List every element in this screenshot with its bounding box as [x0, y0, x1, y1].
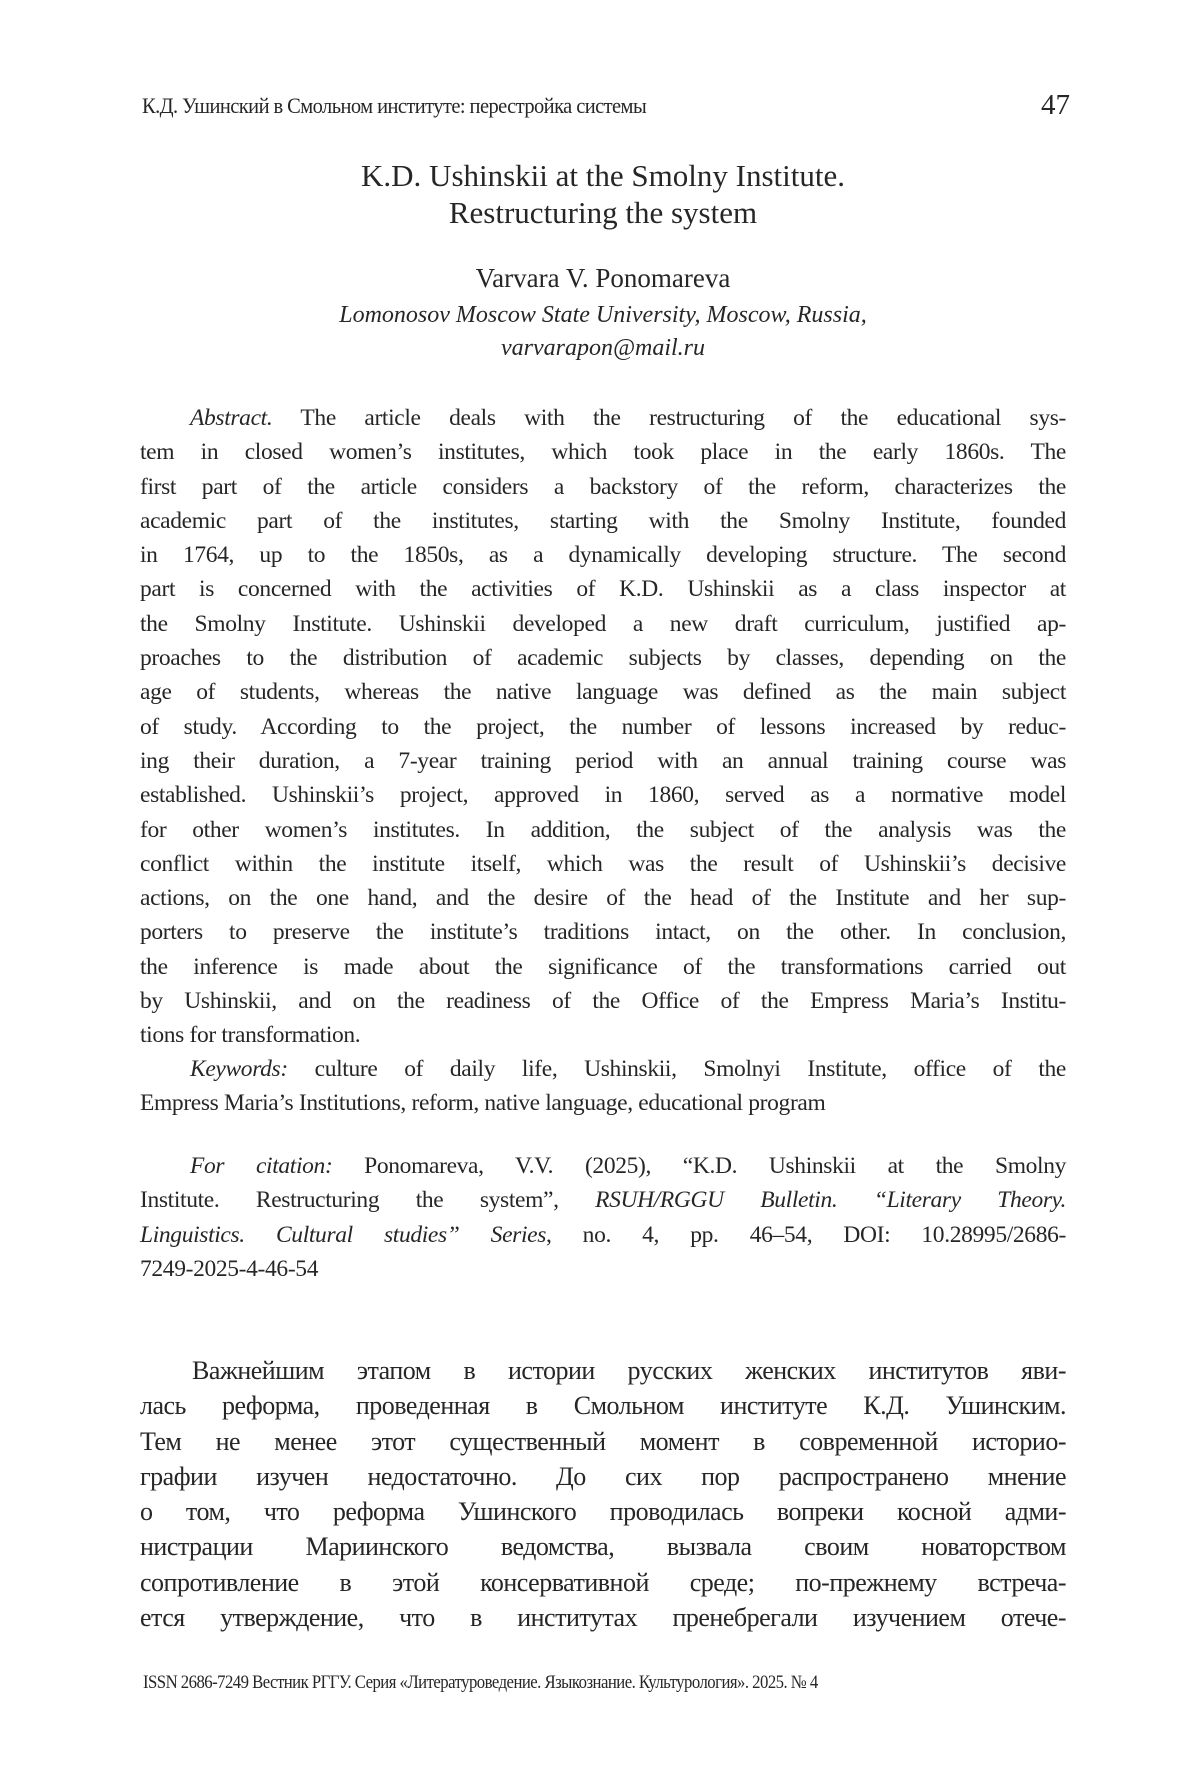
citation-text: Institute. Restructuring the system”, — [140, 1187, 596, 1214]
body-line: ется утверждение, что в институтах пренебрегали изучением отече- — [140, 1603, 1066, 1633]
author-name: Varvara V. Ponomareva — [475, 263, 731, 293]
abstract-line: first part of the article considers a backstory of the reform, characterizes the — [140, 473, 1066, 500]
article-body — [140, 1353, 1066, 1635]
abstract-line: tem in closed women’s institutes, which took place in the early 1860s. The — [140, 439, 1066, 466]
abstract-line: the inference is made about the significance of the transformations carried out — [140, 953, 1066, 980]
abstract — [140, 401, 1066, 1053]
abstract-line: porters to preserve the institute’s traditions intact, on the other. In conclusion, — [140, 919, 1066, 946]
keywords-text: culture of daily life, Ushinskii, Smolnyi Institute, office of the — [287, 1056, 1066, 1082]
abstract-line: of study. According to the project, the number of lessons increased by reduc- — [140, 713, 1066, 740]
citation-line — [140, 1183, 1066, 1217]
abstract-line: proaches to the distribution of academic subjects by classes, depending on the — [140, 645, 1066, 672]
body-line: Важнейшим этапом в истории русских женских институтов яви- — [192, 1356, 1066, 1385]
abstract-line: established. Ushinskii’s project, approved in 1860, served as a normative model — [140, 782, 1066, 809]
abstract-line: the Smolny Institute. Ushinskii developed a new draft curriculum, justified ap- — [140, 610, 1066, 637]
abstract-text: The article deals with the restructuring of the educational sys- — [272, 405, 1066, 431]
article-title-line: K.D. Ushinskii at the Smolny Institute. — [361, 158, 845, 193]
author-affiliation — [140, 299, 1066, 365]
abstract-line: ing their duration, a 7-year training period with an annual training course was — [140, 747, 1066, 774]
abstract-line — [140, 401, 1066, 435]
body-line: графии изучен недостаточно. До сих пор распространено мнение — [140, 1461, 1066, 1491]
abstract-line: by Ushinskii, and on the readiness of the Office of the Empress Maria’s Institu- — [140, 988, 1066, 1015]
journal-footer: ISSN 2686-7249 Вестник РГГУ. Серия «Литературоведение. Языкознание. Культурология». 2025. № 4 — [143, 1672, 818, 1693]
affiliation-line: Lomonosov Moscow State University, Moscow, Russia, — [339, 302, 867, 328]
author-email: varvarapon@mail.ru — [500, 335, 706, 361]
body-line: сопротивление в этой консервативной среде; по-прежнему встреча- — [140, 1567, 1066, 1597]
abstract-line: tions for transformation. — [140, 1022, 361, 1049]
citation-label: For citation: — [190, 1153, 333, 1179]
citation-text: , no. 4, pp. 46–54, DOI: 10.28995/2686- — [546, 1221, 1066, 1248]
page-number: 47 — [1041, 89, 1070, 121]
keywords — [140, 1052, 1066, 1121]
citation — [140, 1149, 1066, 1286]
abstract-line: in 1764, up to the 1850s, as a dynamically developing structure. The second — [140, 542, 1066, 569]
body-line: Тем не менее этот существенный момент в современной историо- — [140, 1426, 1066, 1456]
citation-doi-line: 7249-2025-4-46-54 — [140, 1255, 319, 1282]
abstract-line: actions, on the one hand, and the desire of the head of the Institute and her sup- — [140, 885, 1066, 912]
article-title — [140, 157, 1066, 231]
keywords-line: Empress Maria’s Institutions, reform, native language, educational program — [140, 1090, 826, 1117]
body-line: нистрации Мариинского ведомства, вызвала своим новаторством — [140, 1532, 1066, 1562]
abstract-line: for other women’s institutes. In addition, the subject of the analysis was the — [140, 816, 1066, 843]
abstract-line: part is concerned with the activities of K.D. Ushinskii as a class inspector at — [140, 576, 1066, 603]
running-head: К.Д. Ушинский в Смольном институте: перестройка системы — [142, 93, 647, 118]
citation-text: Ponomareva, V.V. (2025), “K.D. Ushinskii at the Smolny — [332, 1153, 1067, 1179]
body-line: лась реформа, проведенная в Смольном институте К.Д. Ушинским. — [140, 1391, 1066, 1421]
abstract-line: academic part of the institutes, starting with the Smolny Institute, founded — [140, 507, 1066, 534]
abstract-label: Abstract. — [190, 405, 273, 431]
abstract-line: age of students, whereas the native language was defined as the main subject — [140, 679, 1066, 706]
abstract-line: conflict within the institute itself, which was the result of Ushinskii’s decisive — [140, 850, 1066, 877]
journal-name: RSUH/RGGU Bulletin. “Literary Theory. — [595, 1187, 1066, 1214]
article-title-line: Restructuring the system — [448, 195, 758, 230]
journal-series: Linguistics. Cultural studies” Series — [140, 1221, 547, 1248]
citation-line — [140, 1218, 1066, 1252]
body-line: о том, что реформа Ушинского проводилась вопреки косной адми- — [140, 1497, 1066, 1527]
citation-line — [140, 1149, 1066, 1183]
keywords-label: Keywords: — [190, 1056, 288, 1082]
keywords-line — [140, 1052, 1066, 1086]
